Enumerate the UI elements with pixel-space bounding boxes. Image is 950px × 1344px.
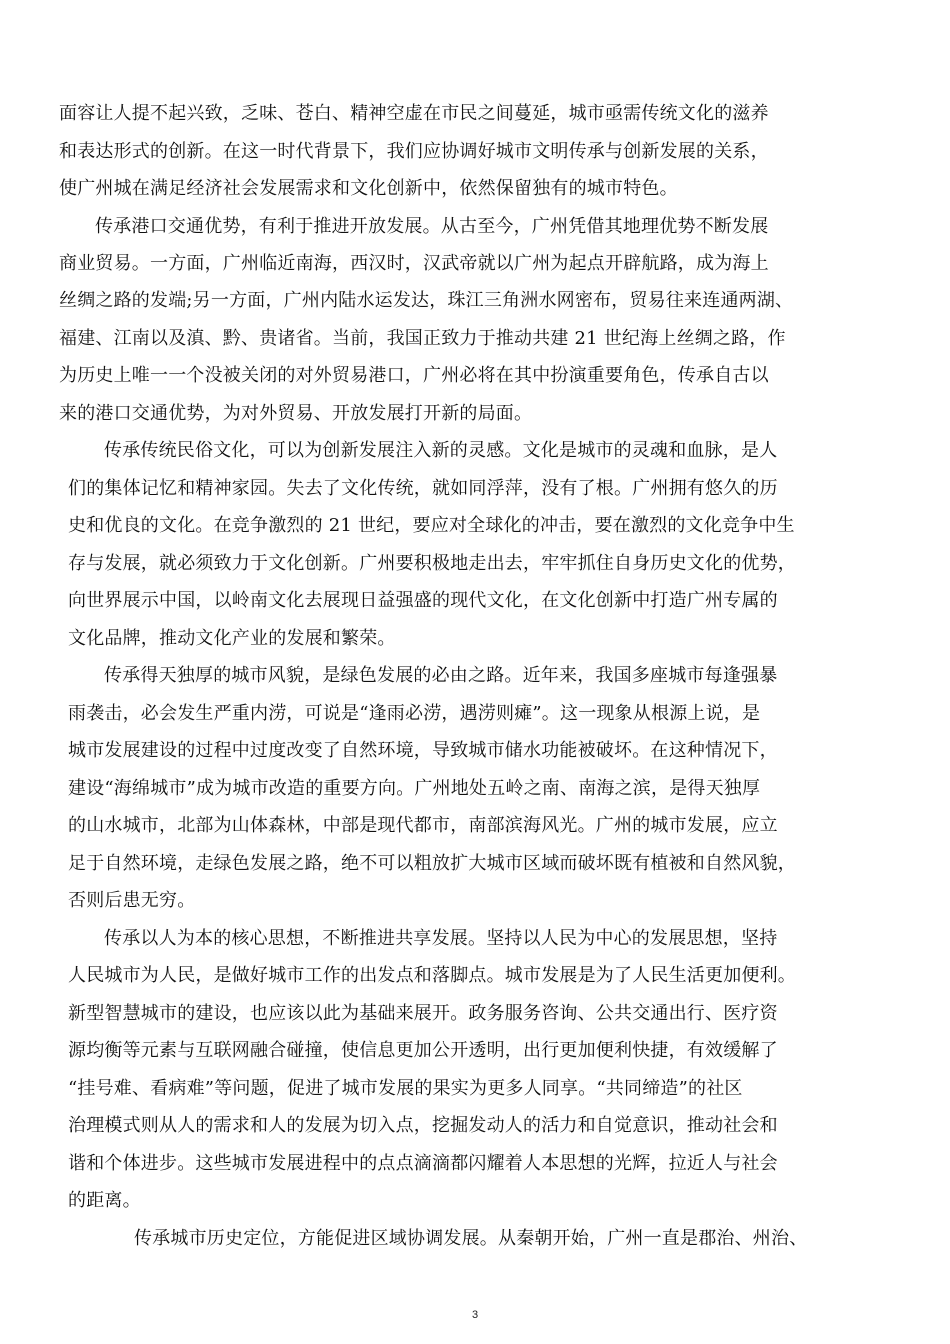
text-line: 商业贸易。一方面，广州临近南海，西汉时，汉武帝就以广州为起点开辟航路，成为海上 [59,253,769,274]
text-line: 面容让人提不起兴致，乏味、苍白、精神空虚在市民之间蔓延，城市亟需传统文化的滋养 [59,103,769,124]
text-line: 谐和个体进步。这些城市发展进程中的点点滴滴都闪耀着人本思想的光辉，拉近人与社会 [68,1153,778,1174]
text-line: 向世界展示中国，以岭南文化去展现日益强盛的现代文化，在文化创新中打造广州专属的 [68,590,778,611]
text-line: 来的港口交通优势，为对外贸易、开放发展打开新的局面。 [59,403,533,424]
text-line: 史和优良的文化。在竞争激烈的 21 世纪，要应对全球化的冲击，要在激烈的文化竞争中生 [68,515,795,536]
text-line: 建设“海绵城市”成为城市改造的重要方向。广州地处五岭之南、南海之滨，是得天独厚 [68,778,761,799]
text-line: 的距离。 [68,1190,141,1211]
text-line: 源均衡等元素与互联网融合碰撞，使信息更加公开透明，出行更加便利快捷，有效缓解了 [68,1040,778,1061]
text-line: 城市发展建设的过程中过度改变了自然环境，导致城市储水功能被破坏。在这种情况下， [68,740,778,761]
text-line: 为历史上唯一一个没被关闭的对外贸易港口，广州必将在其中扮演重要角色，传承自古以 [59,365,769,386]
text-line: 足于自然环境，走绿色发展之路，绝不可以粗放扩大城市区域而破坏既有植被和自然风貌， [68,853,796,874]
text-line: 雨袭击，必会发生严重内涝，可说是“逢雨必涝，遇涝则瘫”。这一现象从根源上说，是 [68,703,761,724]
text-line: 传承港口交通优势，有利于推进开放发展。从古至今，广州凭借其地理优势不断发展 [95,216,769,237]
text-line: 传承以人为本的核心思想，不断推进共享发展。坚持以人民为中心的发展思想，坚持 [104,928,778,949]
text-line: 们的集体记忆和精神家园。失去了文化传统，就如同浮萍，没有了根。广州拥有悠久的历 [68,478,778,499]
text-line: 人民城市为人民，是做好城市工作的出发点和落脚点。城市发展是为了人民生活更加便利。 [68,965,796,986]
text-line: 的山水城市，北部为山体森林，中部是现代都市，南部滨海风光。广州的城市发展，应立 [68,815,778,836]
text-line: “挂号难、看病难”等问题，促进了城市发展的果实为更多人同享。“共同缔造”的社区 [68,1078,743,1099]
text-line: 新型智慧城市的建设，也应该以此为基础来展开。政务服务咨询、公共交通出行、医疗资 [68,1003,778,1024]
text-line: 丝绸之路的发端;另一方面，广州内陆水运发达，珠江三角洲水网密布，贸易往来连通两湖、 [59,290,794,311]
page-number: 3 [471,1309,479,1321]
text-line: 存与发展，就必须致力于文化创新。广州要积极地走出去，牢牢抓住自身历史文化的优势， [68,553,796,574]
text-line: 文化品牌，推动文化产业的发展和繁荣。 [68,628,396,649]
text-line: 传承得天独厚的城市风貌，是绿色发展的必由之路。近年来，我国多座城市每逢强暴 [104,665,778,686]
text-line: 传承城市历史定位，方能促进区域协调发展。从秦朝开始，广州一直是郡治、州治、 [134,1228,808,1249]
text-line: 福建、江南以及滇、黔、贵诸省。当前，我国正致力于推动共建 21 世纪海上丝绸之路，作 [59,328,786,349]
text-line: 治理模式则从人的需求和人的发展为切入点，挖掘发动人的活力和自觉意识，推动社会和 [68,1115,778,1136]
text-line: 传承传统民俗文化，可以为创新发展注入新的灵感。文化是城市的灵魂和血脉，是人 [104,440,778,461]
text-line: 否则后患无穷。 [68,890,196,911]
text-line: 和表达形式的创新。在这一时代背景下，我们应协调好城市文明传承与创新发展的关系， [59,141,769,162]
text-line: 使广州城在满足经济社会发展需求和文化创新中，依然保留独有的城市特色。 [59,178,678,199]
